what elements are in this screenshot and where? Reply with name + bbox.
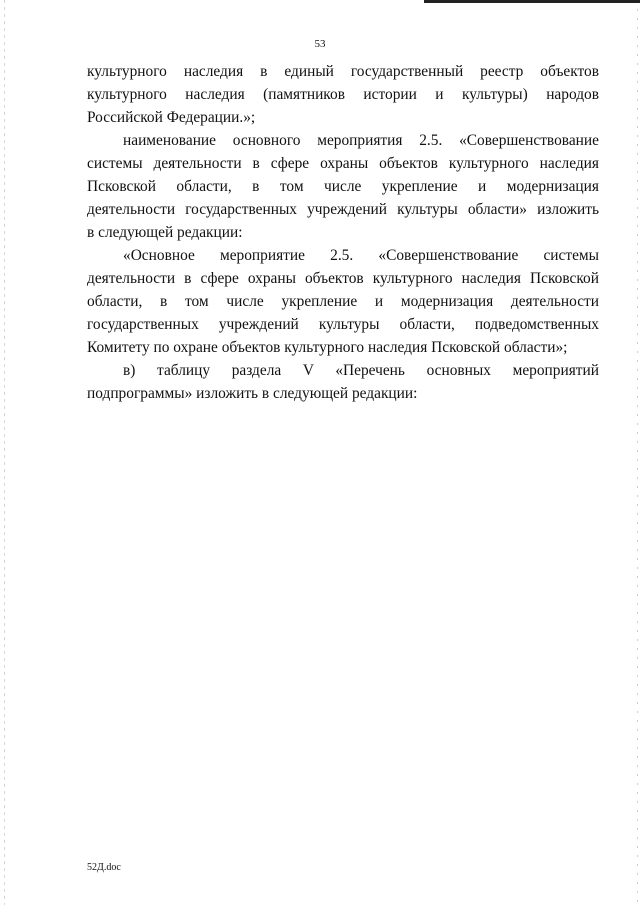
paragraph-4: [87, 359, 599, 405]
paragraph-line: в следующей редакции:: [87, 224, 243, 241]
paragraph-line: деятельности государственных учреждений культуры области» изложить: [87, 201, 599, 218]
paragraph-1: [87, 60, 599, 129]
paragraph-line: системы деятельности в сфере охраны объектов культурного наследия: [87, 155, 599, 172]
page-number: 53: [314, 38, 326, 50]
paragraph-2: [87, 129, 599, 244]
footer-filename: 52Д.doc: [87, 862, 121, 873]
paragraph-line: Российской Федерации.»;: [87, 109, 256, 126]
paragraph-line: государственных учреждений культуры области, подведомственных: [87, 316, 599, 333]
paragraph-3: [87, 244, 599, 359]
paragraph-line: деятельности в сфере охраны объектов культурного наследия Псковской: [87, 270, 599, 287]
paragraph-line: культурного наследия в единый государственный реестр объектов: [87, 63, 599, 80]
paragraph-line: в) таблицу раздела V «Перечень основных мероприятий: [123, 362, 599, 379]
paragraph-line: подпрограммы» изложить в следующей редакции:: [87, 385, 418, 402]
document-body: [87, 60, 599, 405]
paragraph-line: Псковской области, в том числе укрепление и модернизация: [87, 178, 599, 195]
top-rule: [424, 0, 640, 3]
paragraph-line: области, в том числе укрепление и модернизация деятельности: [87, 293, 599, 310]
paragraph-line: наименование основного мероприятия 2.5. «Совершенствование: [123, 132, 599, 149]
scan-edge-left: [4, 0, 5, 905]
scan-edge-right: [637, 0, 638, 905]
paragraph-line: «Основное мероприятие 2.5. «Совершенствование системы: [123, 247, 599, 264]
paragraph-line: Комитету по охране объектов культурного наследия Псковской области»;: [87, 339, 568, 356]
paragraph-line: культурного наследия (памятников истории и культуры) народов: [87, 86, 599, 103]
